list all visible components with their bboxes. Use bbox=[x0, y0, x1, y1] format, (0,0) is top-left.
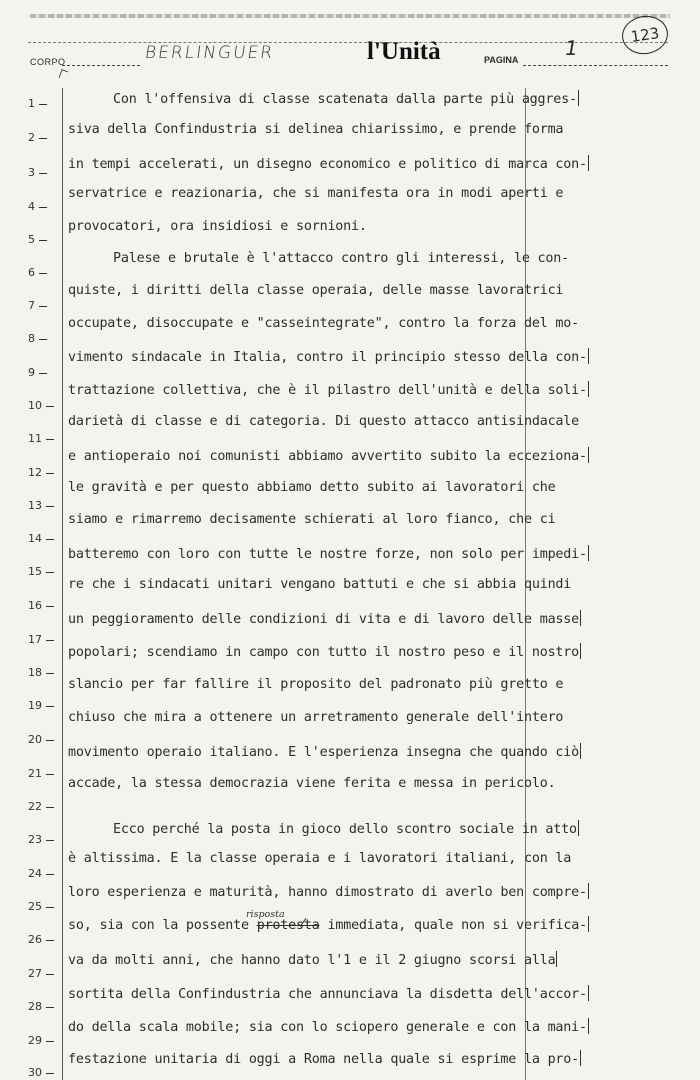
text-line: un peggioramento delle condizioni di vita e di lavoro delle masse bbox=[68, 612, 580, 627]
text-line: slancio per far fallire il proposito del padronato più gretto e bbox=[68, 677, 564, 692]
text-line: do della scala mobile; sia con lo sciopero generale e con la mani- bbox=[68, 1020, 587, 1035]
line-number: 9 bbox=[28, 366, 47, 379]
top-edge-mark bbox=[30, 14, 670, 18]
right-edge-pen-mark bbox=[580, 643, 581, 659]
text-line: festazione unitaria di oggi a Roma nella quale si esprime la pro- bbox=[68, 1052, 580, 1067]
line-number: 23 bbox=[28, 833, 54, 846]
right-edge-pen-mark bbox=[588, 916, 589, 932]
text-line: so, sia con la possente protesta immediata, quale non si verifica- bbox=[68, 918, 587, 933]
line-number: 30 bbox=[28, 1066, 54, 1079]
line-number: 11 bbox=[28, 432, 54, 445]
line-number: 15 bbox=[28, 565, 54, 578]
text-line: darietà di classe e di categoria. Di questo attacco antisindacale bbox=[68, 414, 580, 429]
line-number: 14 bbox=[28, 532, 54, 545]
text-line: siva della Confindustria si delinea chiarissimo, e prende forma bbox=[68, 122, 564, 137]
line-number: 21 bbox=[28, 767, 54, 780]
right-edge-pen-mark bbox=[556, 951, 557, 967]
text-line: occupate, disoccupate e "casseintegrate", contro la forza del mo- bbox=[68, 316, 580, 331]
line-number: 6 bbox=[28, 266, 47, 279]
line-number: 17 bbox=[28, 633, 54, 646]
text-line: va da molti anni, che hanno dato l'1 e il 2 giugno scorsi alla bbox=[68, 953, 556, 968]
right-edge-pen-mark bbox=[588, 381, 589, 397]
right-edge-pen-mark bbox=[578, 90, 579, 106]
line-number: 12 bbox=[28, 466, 54, 479]
right-edge-pen-mark bbox=[588, 348, 589, 364]
line-number: 16 bbox=[28, 599, 54, 612]
line-number: 22 bbox=[28, 800, 54, 813]
corpo-handwritten-value: BERLINGUER bbox=[143, 43, 276, 63]
line-number: 5 bbox=[28, 233, 47, 246]
text-line: movimento operaio italiano. E l'esperienza insegna che quando ciò bbox=[68, 745, 580, 760]
text-line: popolari; scendiamo in campo con tutto il nostro peso e il nostro bbox=[68, 645, 580, 660]
line-number: 24 bbox=[28, 867, 54, 880]
right-edge-pen-mark bbox=[588, 155, 589, 171]
handwritten-correction: risposta bbox=[246, 909, 285, 920]
pagina-dotted-line bbox=[523, 55, 668, 66]
line-number: 7 bbox=[28, 299, 47, 312]
folio-circled-number: 123 bbox=[620, 13, 671, 57]
line-number: 8 bbox=[28, 332, 47, 345]
pagina-label: PAGINA bbox=[484, 55, 519, 65]
text-line: le gravità e per questo abbiamo detto subito ai lavoratori che bbox=[68, 480, 556, 495]
text-line: loro esperienza e maturità, hanno dimostrato di averlo ben compre- bbox=[68, 885, 587, 900]
text-line: accade, la stessa democrazia viene ferita e messa in pericolo. bbox=[68, 776, 556, 791]
right-edge-pen-mark bbox=[588, 545, 589, 561]
line-number: 29 bbox=[28, 1034, 54, 1047]
masthead-title: l'Unità bbox=[367, 38, 441, 65]
line-number: 13 bbox=[28, 499, 54, 512]
right-edge-pen-mark bbox=[588, 985, 589, 1001]
line-number: 25 bbox=[28, 900, 54, 913]
line-number: 4 bbox=[28, 200, 47, 213]
text-line: è altissima. E la classe operaia e i lavoratori italiani, con la bbox=[68, 851, 572, 866]
struck-word: protesta bbox=[256, 918, 320, 933]
line-number: 18 bbox=[28, 666, 54, 679]
right-edge-pen-mark bbox=[580, 610, 581, 626]
line-number: 1 bbox=[28, 97, 47, 110]
text-line: sortita della Confindustria che annunciava la disdetta dell'accor- bbox=[68, 987, 587, 1002]
text-line: servatrice e reazionaria, che si manifesta ora in modi aperti e bbox=[68, 186, 564, 201]
right-edge-pen-mark bbox=[588, 1018, 589, 1034]
text-line: provocatori, ora insidiosi e sornioni. bbox=[68, 219, 367, 234]
right-edge-pen-mark bbox=[580, 743, 581, 759]
left-margin-rule bbox=[62, 88, 63, 1080]
text-line: vimento sindacale in Italia, contro il principio stesso della con- bbox=[68, 350, 587, 365]
text-line: in tempi accelerati, un disegno economico e politico di marca con- bbox=[68, 157, 587, 172]
text-line: Palese e brutale è l'attacco contro gli interessi, le con- bbox=[113, 251, 569, 266]
text-line: Con l'offensiva di classe scatenata dalla parte più aggres- bbox=[113, 92, 577, 107]
text-line: Ecco perché la posta in gioco dello scontro sociale in atto bbox=[113, 822, 577, 837]
text-line: trattazione collettiva, che è il pilastro dell'unità e della soli- bbox=[68, 383, 587, 398]
right-edge-pen-mark bbox=[580, 1050, 581, 1066]
line-number: 28 bbox=[28, 1000, 54, 1013]
line-number: 27 bbox=[28, 967, 54, 980]
line-number: 20 bbox=[28, 733, 54, 746]
line-number: 2 bbox=[28, 131, 47, 144]
text-line: siamo e rimarremo decisamente schierati al loro fianco, che ci bbox=[68, 512, 556, 527]
corpo-label: CORPO bbox=[30, 57, 66, 67]
text-line: re che i sindacati unitari vengano battuti e che si abbia quindi bbox=[68, 577, 572, 592]
text-line: e antioperaio noi comunisti abbiamo avvertito subito la ecceziona- bbox=[68, 449, 587, 464]
pagina-handwritten-value: 1 bbox=[562, 36, 580, 60]
line-number: 19 bbox=[28, 699, 54, 712]
text-line: chiuso che mira a ottenere un arretramento generale dell'intero bbox=[68, 710, 564, 725]
corner-pen-mark bbox=[59, 69, 69, 80]
line-number: 10 bbox=[28, 399, 54, 412]
right-edge-pen-mark bbox=[578, 820, 579, 836]
right-edge-pen-mark bbox=[588, 883, 589, 899]
text-line: batteremo con loro con tutte le nostre forze, non solo per impedi- bbox=[68, 547, 587, 562]
line-number: 26 bbox=[28, 933, 54, 946]
right-edge-pen-mark bbox=[588, 447, 589, 463]
corpo-dotted-line bbox=[62, 55, 140, 66]
text-line: quiste, i diritti della classe operaia, delle masse lavoratrici bbox=[68, 283, 564, 298]
line-number: 3 bbox=[28, 166, 47, 179]
